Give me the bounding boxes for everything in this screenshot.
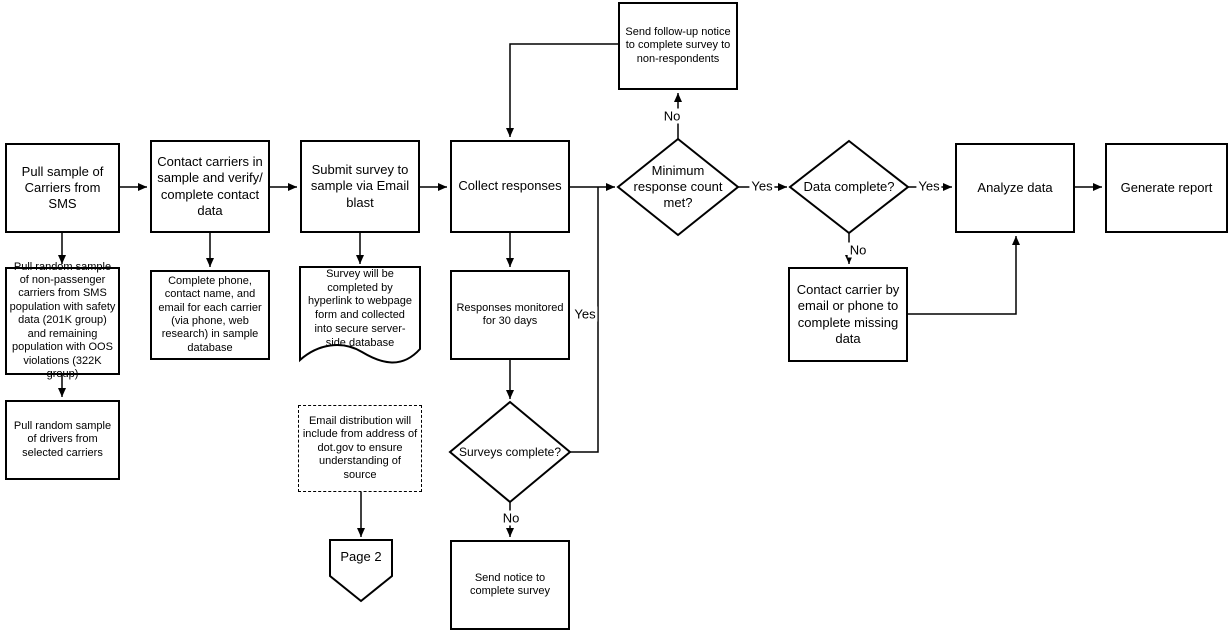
arrow-contactmissing-analyze — [908, 236, 1016, 314]
node-submit-survey: Submit survey to sample via Email blast — [300, 140, 420, 233]
node-complete-phone: Complete phone, contact name, and email for each carrier (via phone, web research) in sample database — [150, 270, 270, 360]
edge-label-surveys-yes: Yes — [574, 306, 596, 322]
edge-label-data-no: No — [849, 242, 867, 258]
edge-label-min-yes: Yes — [751, 178, 773, 194]
node-responses-monitored: Responses monitored for 30 days — [450, 270, 570, 360]
edge-label-surveys-no: No — [502, 510, 520, 526]
node-generate-report: Generate report — [1105, 143, 1228, 233]
node-email-distribution: Email distribution will include from address of dot.gov to ensure understanding of source — [298, 405, 422, 492]
node-pull-sample: Pull sample of Carriers from SMS — [5, 143, 120, 233]
document-survey-hyperlink-label: Survey will be completed by hyperlink to webpage form and collected into secure server-side database — [308, 267, 412, 349]
arrow-followup-collect — [510, 44, 618, 137]
node-pull-random-carriers: Pull random sample of non-passenger carriers from SMS population with safety data (201K group) and remaining population with OOS violations (322K group) — [5, 267, 120, 375]
node-analyze-data: Analyze data — [955, 143, 1075, 233]
node-contact-missing: Contact carrier by email or phone to complete missing data — [788, 267, 908, 362]
decision-data-complete-label: Data complete? — [803, 178, 895, 194]
offpage-connector-page2-label: Page 2 — [340, 548, 382, 564]
edge-label-min-no: No — [663, 108, 681, 124]
node-contact-carriers: Contact carriers in sample and verify/ complete contact data — [150, 140, 270, 233]
decision-minimum-response-label: Minimum response count met? — [633, 162, 723, 211]
edge-label-data-yes: Yes — [918, 178, 940, 194]
node-followup-notice: Send follow-up notice to complete survey to non-respondents — [618, 2, 738, 90]
decision-surveys-complete-label: Surveys complete? — [458, 444, 562, 459]
node-send-notice: Send notice to complete survey — [450, 540, 570, 630]
node-collect-responses: Collect responses — [450, 140, 570, 233]
node-pull-random-drivers: Pull random sample of drivers from selected carriers — [5, 400, 120, 480]
